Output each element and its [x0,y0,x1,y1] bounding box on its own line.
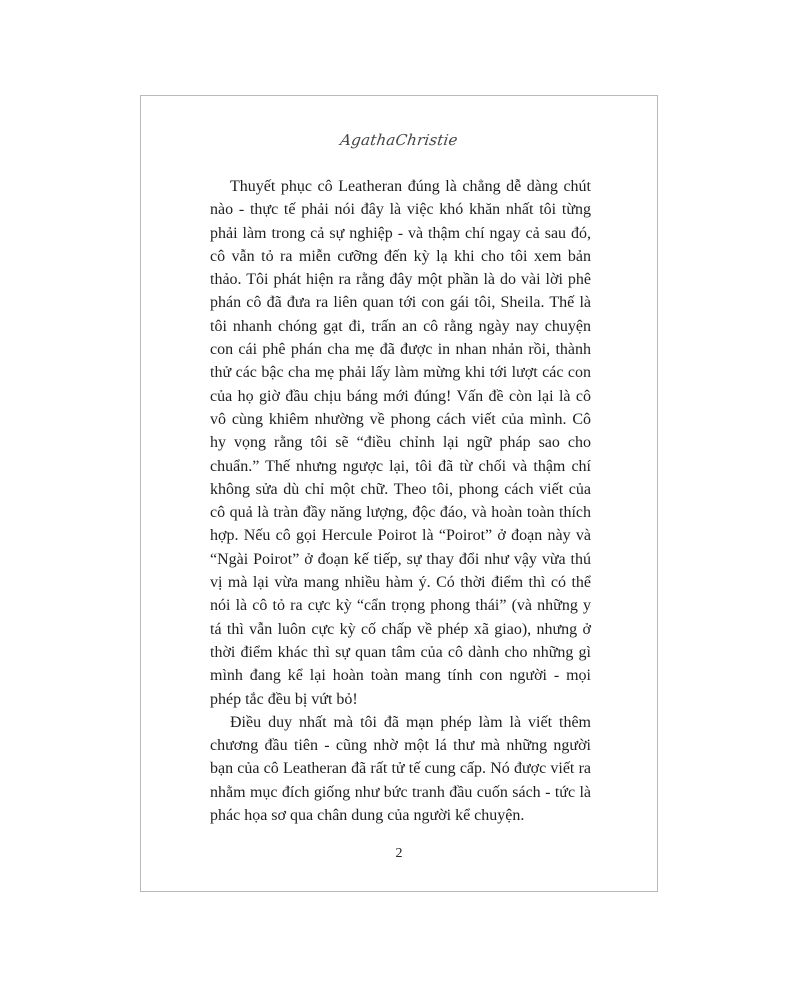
page-number: 2 [395,846,403,861]
paragraph: Thuyết phục cô Leatheran đúng là chẳng dễ dàng chút nào - thực tế phải nói đây là việc khó khăn nhất tôi từng phải làm trong cả sự nghiệp - và thậm chí ngay cả sau đó, cô vẫn tỏ ra miễn cưỡng đến kỳ lạ khi cho tôi xem bản thảo. Tôi phát hiện ra rằng đây một phần là do vài lời phê phán cô đã đưa ra liên quan tới con gái tôi, Sheila. Thế là tôi nhanh chóng gạt đi, trấn an cô rằng ngày nay chuyện con cái phê phán cha mẹ đã được in nhan nhản rồi, thành thử các bậc cha mẹ phải lấy làm mừng khi tới lượt các con của họ giờ đầu chịu báng mới đúng! Vấn đề còn lại là cô vô cùng khiêm nhường về phong cách viết của mình. Cô hy vọng rằng tôi sẽ “điều chỉnh lại ngữ pháp sao cho chuẩn.” Thế nhưng ngược lại, tôi đã từ chối và thậm chí không sửa dù chỉ một chữ. Theo tôi, phong cách viết của cô quả là tràn đầy năng lượng, độc đáo, và hoàn toàn thích hợp. Nếu cô gọi Hercule Poirot là “Poirot” ở đoạn này và “Ngài Poirot” ở đoạn kế tiếp, sự thay đổi như vậy vừa thú vị mà lại vừa mang nhiều hàm ý. Có thời điểm thì có thể nói là cô tỏ ra cực kỳ “cẩn trọng phong thái” (và những y tá thì vẫn luôn cực kỳ cố chấp về phép xã giao), nhưng ở thời điểm khác thì sự quan tâm của cô dành cho những gì mình đang kể lại hoàn toàn mang tính con người - mọi phép tắc đều bị vứt bỏ! [210,178,591,708]
book-page [140,95,658,892]
author-signature: AgathaChristie [339,131,459,149]
paragraph: Điều duy nhất mà tôi đã mạn phép làm là viết thêm chương đầu tiên - cũng nhờ một lá thư mà những người bạn của cô Leatheran đã rất tử tế cung cấp. Nó được viết ra nhằm mục đích giống như bức tranh đầu cuốn sách - tức là phác họa sơ qua chân dung của người kể chuyện. [210,713,591,825]
body-text [210,175,591,827]
